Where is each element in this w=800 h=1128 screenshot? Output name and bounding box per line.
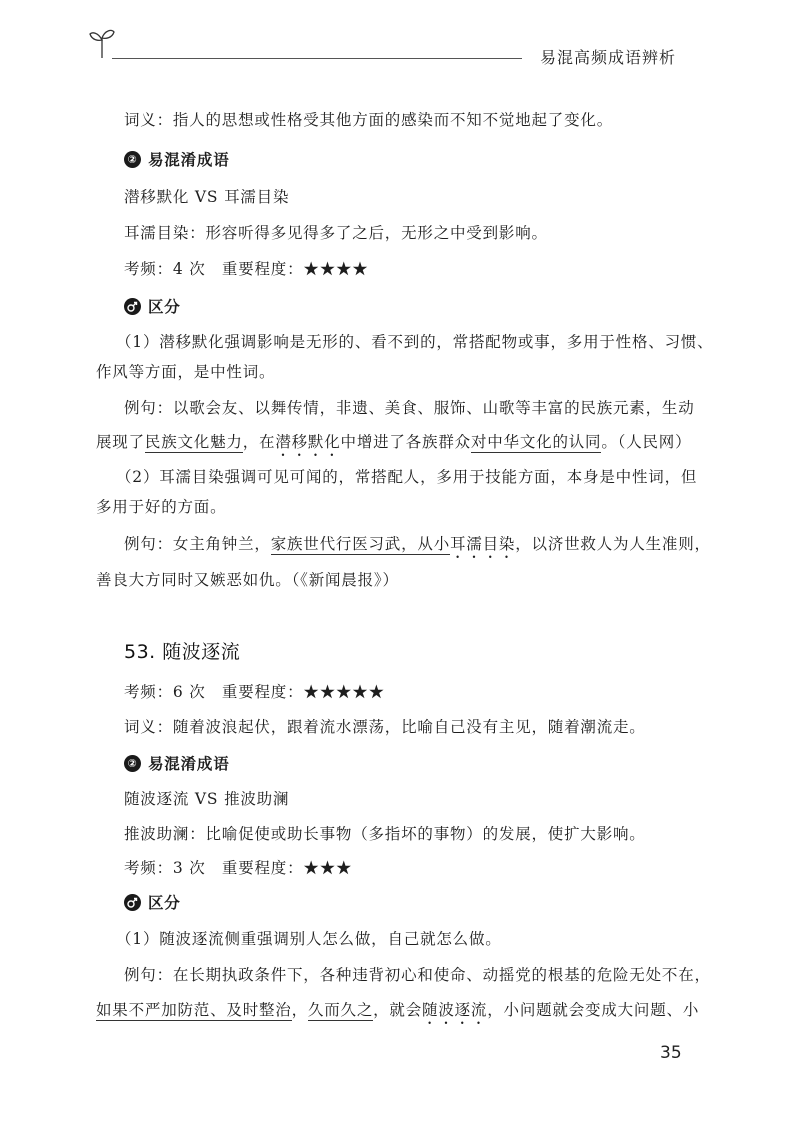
example-sentence: 展现了民族文化魅力，在潜移默化中增进了各族群众对中华文化的认同。（人民网） — [96, 433, 692, 451]
confusable-heading — [124, 752, 230, 774]
underlined-phrase: 久而久之 — [307, 1001, 374, 1019]
underlined-phrase: 如果不严加防范、及时整治 — [96, 1001, 292, 1019]
idiom-comparison: 潜移默化 VS 耳濡目染 — [124, 188, 290, 206]
example-sentence: 例句：在长期执政条件下，各种违背初心和使命、动摇党的根基的危险无处不在， — [124, 966, 711, 984]
confusable-heading — [124, 148, 230, 170]
underlined-phrase: 对中华文化的认同 — [470, 433, 602, 451]
confusable-icon: ② — [124, 755, 141, 772]
difference-heading — [124, 295, 181, 317]
frequency-text: 考频：6 次 重要程度：★★★★★ — [124, 683, 385, 701]
paragraph-text: 作风等方面，是中性词。 — [96, 363, 276, 381]
sprout-icon — [88, 26, 116, 60]
frequency-text: 考频：4 次 重要程度：★★★★ — [124, 260, 369, 278]
idiom-comparison: 随波逐流 VS 推波助澜 — [124, 790, 290, 808]
example-sentence: 善良大方同时又嫉恶如仇。（《新闻晨报》） — [96, 571, 399, 589]
page-number: 35 — [660, 1043, 682, 1063]
frequency-text: 考频：3 次 重要程度：★★★ — [124, 859, 353, 877]
confusable-icon: ② — [124, 151, 141, 168]
definition-text: 耳濡目染：形容听得多见得多了之后，无形之中受到影响。 — [124, 224, 548, 242]
definition-text: 词义：指人的思想或性格受其他方面的感染而不知不觉地起了变化。 — [124, 111, 614, 129]
example-sentence: 例句：女主角钟兰，家族世代行医习武，从小耳濡目染，以济世救人为人生准则， — [124, 535, 711, 553]
definition-text: 词义：随着波浪起伏，跟着流水漂荡，比喻自己没有主见，随着潮流走。 — [124, 718, 646, 736]
underlined-phrase: 民族文化魅力 — [144, 433, 243, 451]
example-sentence: 如果不严加防范、及时整治，久而久之，就会随波逐流，小问题就会变成大问题、小 — [96, 1001, 700, 1019]
paragraph-text: （1）潜移默化强调影响是无形的、看不到的，常搭配物或事，多用于性格、习惯、 — [116, 333, 714, 351]
difference-heading-label: 区分 — [148, 894, 181, 912]
difference-icon — [124, 894, 141, 911]
emphasized-idiom: 潜移默化 — [275, 433, 341, 451]
paragraph-text: （1）随波逐流侧重强调别人怎么做，自己就怎么做。 — [116, 930, 502, 948]
section-title: 53. 随波逐流 — [124, 641, 241, 663]
confusable-heading-label: 易混淆成语 — [148, 151, 230, 169]
difference-heading-label: 区分 — [148, 298, 181, 316]
page-header — [0, 0, 800, 80]
header-title: 易混高频成语辨析 — [540, 48, 677, 67]
emphasized-idiom: 随波逐流 — [422, 1001, 488, 1019]
confusable-heading-label: 易混淆成语 — [148, 755, 230, 773]
header-divider — [112, 58, 522, 59]
paragraph-text: （2）耳濡目染强调可见可闻的，常搭配人，多用于技能方面，本身是中性词，但 — [116, 468, 698, 486]
emphasized-idiom: 耳濡目染 — [450, 535, 516, 553]
example-sentence: 例句：以歌会友、以舞传情，非遗、美食、服饰、山歌等丰富的民族元素，生动 — [124, 399, 695, 417]
difference-icon — [124, 298, 141, 315]
definition-text: 推波助澜：比喻促使或助长事物（多指坏的事物）的发展，使扩大影响。 — [124, 825, 646, 843]
underlined-phrase: 家族世代行医习武，从小 — [270, 535, 451, 553]
paragraph-text: 多用于好的方面。 — [96, 498, 227, 516]
difference-heading — [124, 891, 181, 913]
